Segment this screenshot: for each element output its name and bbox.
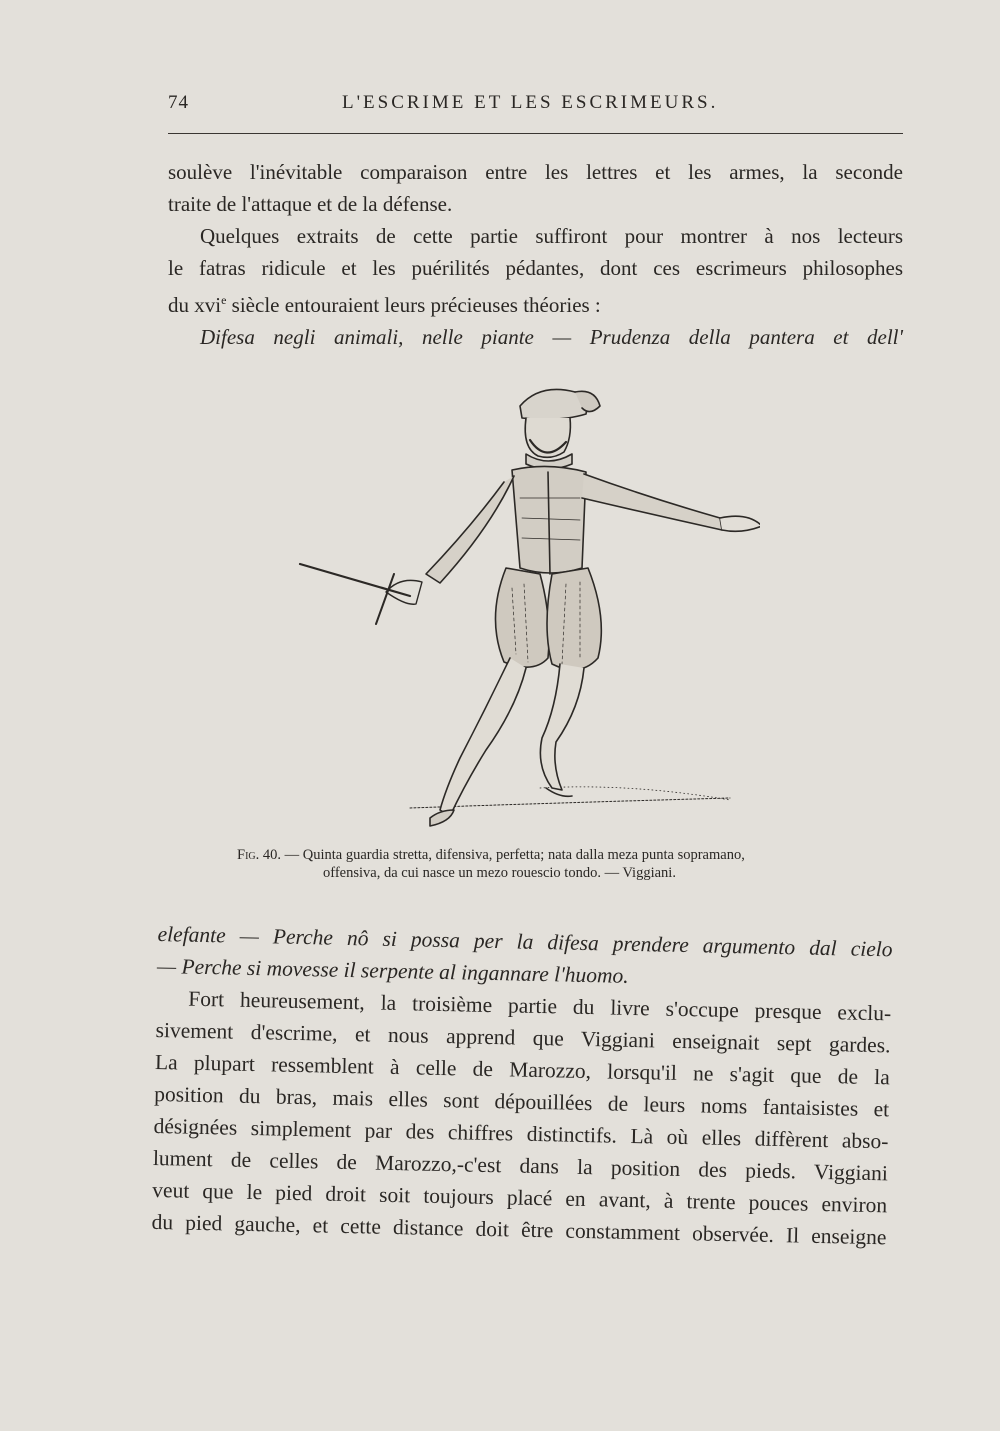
- header-rule: [168, 133, 903, 134]
- text-line: désignées simplement par des chiffres distinctifs. Là où elles diffèrent abso-: [153, 1113, 889, 1154]
- caption-text: Quinta guardia stretta, difensiva, perfetta; nata dalla meza punta sopramano,: [302, 847, 745, 863]
- text-line: le fatras ridicule et les puérilités pédantes, dont ces escrimeurs philosophes: [168, 256, 903, 280]
- text-line: Fort heureusement, la troisième partie du livre s'occupe presque exclu-: [188, 986, 892, 1026]
- italian-quote-line: elefante — Perche nô si possa per la difesa prendere argumento dal cielo: [157, 921, 893, 962]
- text-line: position du bras, mais elles sont dépouillées de leurs noms fantaisistes et: [154, 1081, 890, 1122]
- text-line: Quelques extraits de cette partie suffiront pour montrer à nos lecteurs: [200, 224, 903, 248]
- superscript: e: [221, 293, 227, 307]
- text-line: du pied gauche, et cette distance doit être constamment observée. Il enseigne: [151, 1209, 887, 1250]
- text-line: [168, 284, 903, 321]
- figure-label: Fig. 40. —: [237, 847, 300, 863]
- top-paragraphs: [168, 156, 903, 353]
- text-line: sivement d'escrime, et nous apprend que Viggiani enseignait sept gardes.: [155, 1017, 891, 1058]
- text-line: veut que le pied droit soit toujours placé en avant, à trente pouces environ: [152, 1177, 888, 1218]
- running-head: [168, 92, 903, 122]
- italian-quote-line: — Perche si movesse il serpente al ingannare l'huomo.: [156, 953, 629, 988]
- text-line: lument de celles de Marozzo,-c'est dans la position des pieds. Viggiani: [152, 1145, 889, 1186]
- figure-caption: [237, 846, 817, 882]
- caption-line: [237, 846, 817, 864]
- page-number: 74: [168, 92, 189, 113]
- italian-quote-line: Difesa negli animali, nelle piante — Prudenza della pantera et dell': [200, 325, 903, 349]
- bottom-paragraphs: [151, 918, 893, 1253]
- caption-line: offensiva, da cui nasce un mezo rouescio tondo. — Viggiani.: [323, 865, 676, 881]
- text-line: traite de l'attaque et de la défense.: [168, 192, 453, 216]
- text-fragment: siècle entouraient leurs précieuses théories :: [226, 293, 601, 317]
- century-text: du xvi: [168, 293, 222, 317]
- text-line: soulève l'inévitable comparaison entre les lettres et les armes, la seconde: [168, 160, 903, 184]
- running-title: L'ESCRIME ET LES ESCRIMEURS.: [342, 92, 719, 113]
- fencer-engraving: [290, 378, 760, 838]
- text-line: La plupart ressemblent à celle de Marozzo, lorsqu'il ne s'agit que de la: [154, 1049, 891, 1090]
